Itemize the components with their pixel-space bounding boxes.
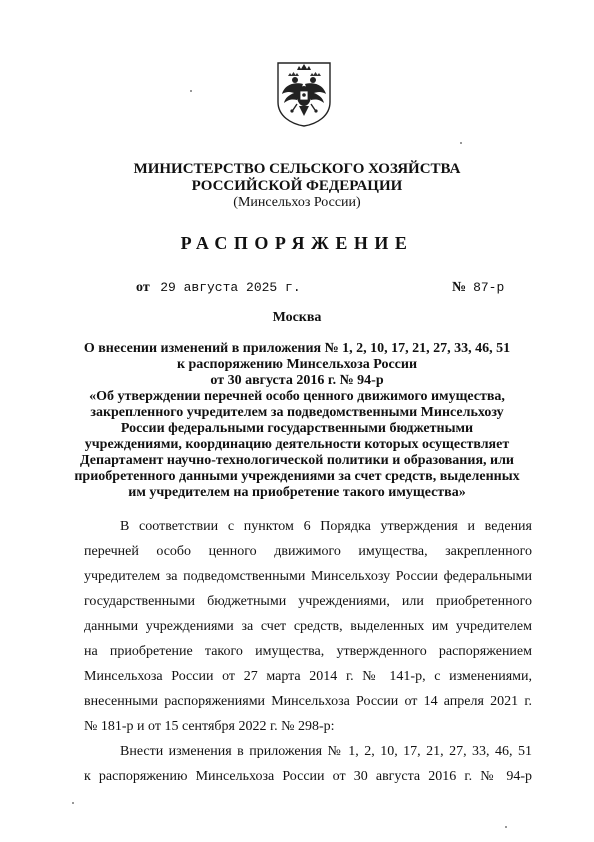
date-value: 29 августа 2025 г. (160, 280, 301, 295)
title-line: Департамент научно-технологической политики и образования, или (80, 453, 514, 468)
body-line: данными учреждениями за счет средств, выделенных им учредителем (84, 619, 532, 634)
document-date (136, 279, 301, 296)
body-line: учредителем за подведомственными Минсельхозу России федеральными (84, 569, 532, 584)
document-city: Москва (272, 310, 322, 325)
scan-speck (505, 826, 507, 828)
title-line: «Об утверждении перечней особо ценного движимого имущества, (89, 389, 505, 404)
body-line: Внести изменения в приложения № 1, 2, 10, 17, 21, 27, 33, 46, 51 (120, 744, 532, 759)
title-line: России федеральными государственными бюджетными (120, 421, 474, 436)
title-line: учреждениями, координацию деятельности которых осуществляет (84, 437, 510, 452)
ministry-name-line-1: МИНИСТЕРСТВО СЕЛЬСКОГО ХОЗЯЙСТВА (133, 161, 461, 177)
body-line: В соответствии с пунктом 6 Порядка утверждения и ведения (120, 519, 532, 534)
date-prefix: от (136, 280, 150, 295)
document-number (452, 279, 504, 296)
body-line: на приобретение такого имущества, утвержденного распоряжением (84, 644, 532, 659)
number-value: 87-р (473, 280, 505, 295)
title-line: приобретенного данными учреждениями за счет средств, выделенных (74, 469, 520, 484)
body-line: внесенными распоряжениями Минсельхоза России от 14 апреля 2021 г. (84, 694, 532, 709)
russian-coat-of-arms-icon (275, 60, 333, 128)
body-line: перечней особо ценного движимого имущества, закрепленного (84, 544, 532, 559)
title-line: закрепленного учредителем за подведомственными Минсельхозу (90, 405, 504, 420)
ministry-name-line-2: РОССИЙСКОЙ ФЕДЕРАЦИИ (191, 178, 403, 194)
scan-speck (72, 802, 74, 804)
ministry-short-name: (Минсельхоз России) (233, 195, 361, 210)
number-prefix: № (452, 280, 467, 295)
body-line: Минсельхоза России от 27 марта 2014 г. № 141-р, с изменениями, (84, 669, 532, 684)
scan-speck (190, 90, 192, 92)
scan-speck (460, 142, 462, 144)
body-line: № 181-р и от 15 сентября 2022 г. № 298-р: (84, 719, 335, 734)
body-line: к распоряжению Минсельхоза России от 30 августа 2016 г. № 94-р (84, 769, 532, 784)
document-type: РАСПОРЯЖЕНИЕ (180, 233, 414, 253)
title-line: им учредителем на приобретение такого имущества» (128, 485, 466, 500)
body-line: государственными бюджетными учреждениями, или приобретенного (84, 594, 532, 609)
title-line: О внесении изменений в приложения № 1, 2, 10, 17, 21, 27, 33, 46, 51 (83, 341, 511, 356)
title-line: к распоряжению Минсельхоза России (176, 357, 418, 372)
title-line: от 30 августа 2016 г. № 94-р (210, 373, 384, 388)
